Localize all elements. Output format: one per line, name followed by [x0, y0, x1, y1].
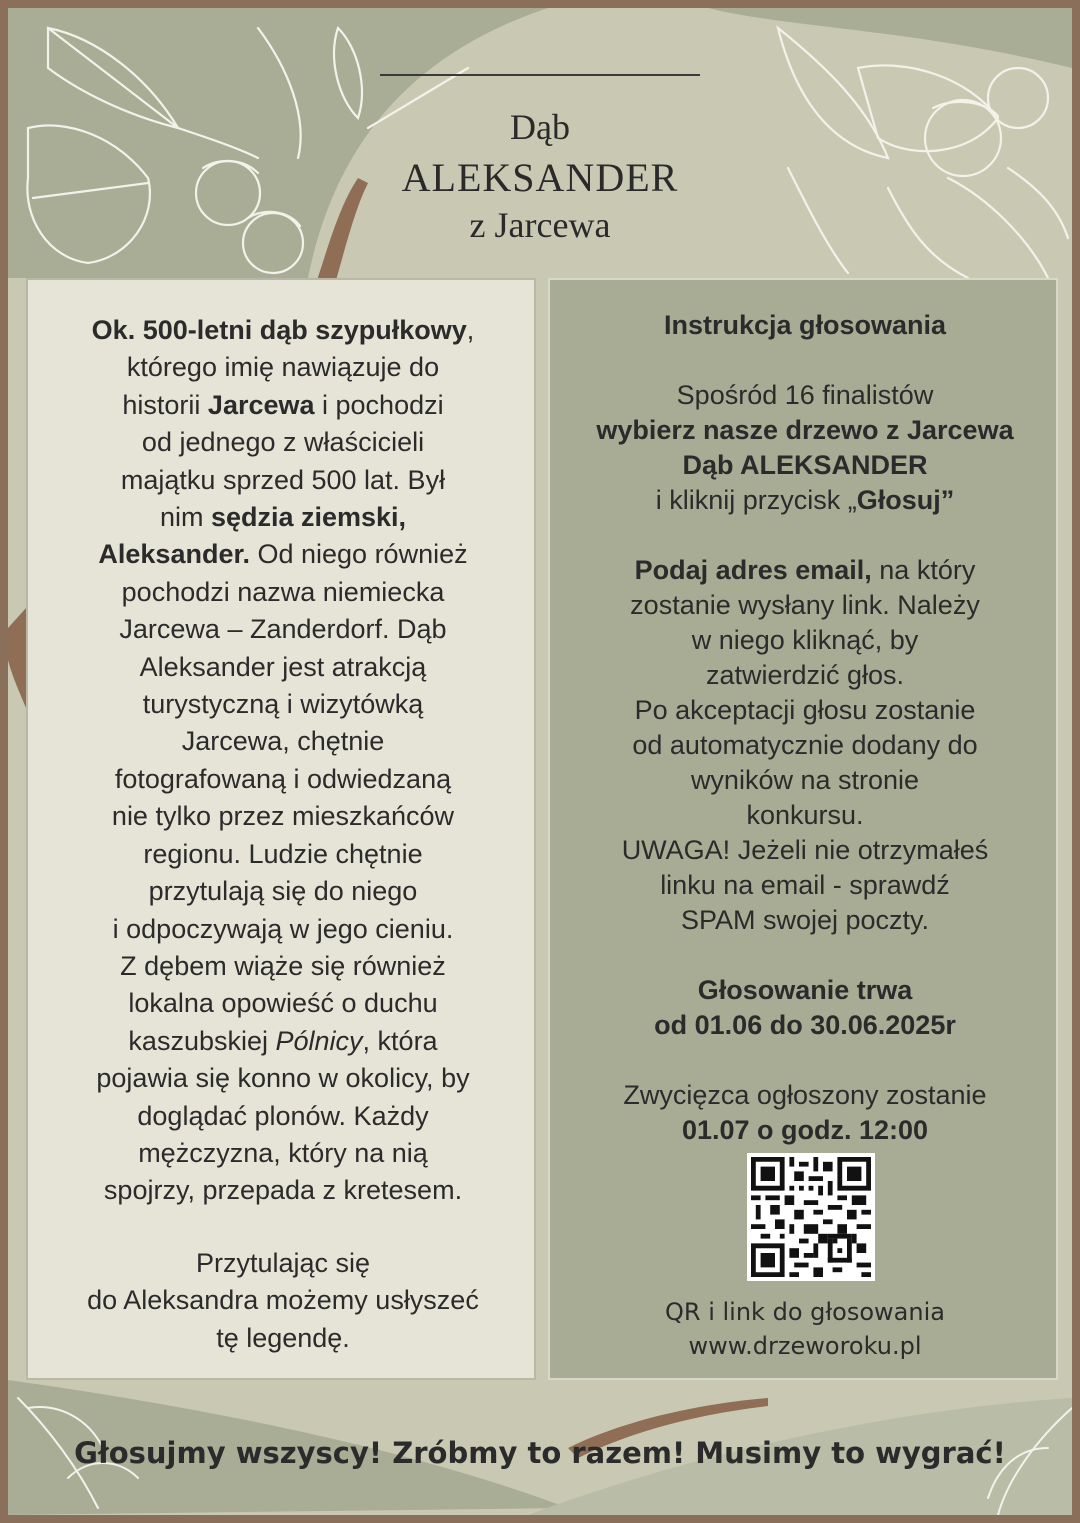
description-line: lokalna opowieść o duchu — [128, 988, 438, 1019]
voting-instructions-panel — [548, 278, 1058, 1380]
vote-slogan: Głosujmy wszyscy! Zróbmy to razem! Musimy to wygrać! — [74, 1436, 1006, 1470]
instruction-line: w niego kliknąć, by — [691, 625, 919, 655]
description-line: kaszubskiej Pólnicy, która — [128, 1025, 438, 1056]
legend-line: do Aleksandra możemy usłyszeć — [87, 1285, 479, 1316]
email-paragraph — [550, 553, 1060, 938]
voting-qr-code[interactable] — [747, 1153, 875, 1281]
instruction-line: Spośród 16 finalistów — [676, 380, 934, 410]
description-line: Aleksander jest atrakcją — [139, 651, 427, 682]
instruction-line: Podaj adres email, na który — [634, 555, 976, 585]
description-line: doglądać plonów. Każdy — [137, 1100, 429, 1131]
title-line-1: Dąb — [510, 107, 570, 147]
description-line: od jednego z właścicieli — [141, 427, 425, 458]
description-line: historii Jarcewa i pochodzi — [122, 389, 444, 420]
title-rule — [380, 74, 700, 76]
description-line: fotografowaną i odwiedzaną — [114, 763, 452, 794]
description-line: nim sędzia ziemski, — [159, 502, 407, 533]
qr-caption: QR i link do głosowania — [665, 1298, 945, 1326]
description-line: Z dębem wiąże się również — [120, 950, 446, 981]
instruction-line: zatwierdzić głos. — [705, 660, 905, 690]
description-line: przytulają się do niego — [148, 876, 418, 907]
description-line: mężczyzna, który na nią — [138, 1137, 428, 1168]
description-line: Aleksander. Od niego również — [98, 539, 468, 570]
choose-tree-paragraph — [550, 378, 1060, 518]
voting-period-line-2: od 01.06 do 30.06.2025r — [654, 1010, 956, 1040]
description-paragraph — [28, 312, 538, 1210]
description-line: Ok. 500-letni dąb szypułkowy, — [91, 315, 475, 345]
instruction-line: wyników na stronie — [690, 765, 920, 795]
description-line: Jarcewa – Zanderdorf. Dąb — [119, 614, 447, 645]
legend-closing-paragraph — [28, 1245, 538, 1357]
legend-line: tę legendę. — [216, 1322, 350, 1353]
instruction-line: UWAGA! Jeżeli nie otrzymałeś — [621, 835, 989, 865]
description-line: Jarcewa, chętnie — [181, 726, 385, 757]
instruction-line: wybierz nasze drzewo z Jarcewa — [596, 415, 1014, 445]
instruction-line: konkursu. — [746, 800, 864, 830]
winner-announcement-line-1: Zwycięzca ogłoszony zostanie — [623, 1080, 987, 1110]
description-line: majątku sprzed 500 lat. Był — [120, 464, 446, 495]
description-line: turystyczną i wizytówką — [142, 689, 424, 720]
description-line: i odpoczywają w jego cieniu. — [112, 913, 454, 944]
poster — [8, 8, 1072, 1515]
description-line: pochodzi nazwa niemiecka — [121, 576, 445, 607]
instruction-line: zostanie wysłany link. Należy — [630, 590, 980, 620]
instruction-line: linku na email - sprawdź — [660, 870, 950, 900]
description-line: spojrzy, przepada z kretesem. — [103, 1175, 463, 1206]
qr-code-icon — [751, 1157, 871, 1277]
instructions-heading: Instrukcja głosowania — [663, 310, 947, 340]
description-line: pojawia się konno w okolicy, by — [96, 1063, 470, 1094]
title-line-3: z Jarcewa — [469, 205, 611, 245]
vote-website-link[interactable]: www.drzeworoku.pl — [688, 1332, 922, 1360]
description-line: nie tylko przez mieszkańców — [111, 801, 455, 832]
title-line-2: ALEKSANDER — [401, 155, 679, 200]
instruction-line: i kliknij przycisk „Głosuj” — [655, 485, 955, 515]
description-line: regionu. Ludzie chętnie — [143, 838, 423, 869]
tree-description-panel — [26, 278, 536, 1380]
instruction-line: od automatycznie dodany do — [632, 730, 978, 760]
description-line: którego imię nawiązuje do — [126, 352, 440, 383]
instruction-line: Dąb ALEKSANDER — [682, 450, 928, 480]
voting-period-line-1: Głosowanie trwa — [697, 975, 913, 1005]
legend-line: Przytulając się — [195, 1248, 371, 1278]
instruction-line: Po akceptacji głosu zostanie — [634, 695, 976, 725]
winner-announcement-line-2: 01.07 o godz. 12:00 — [681, 1115, 929, 1145]
instruction-line: SPAM swojej poczty. — [680, 905, 930, 935]
